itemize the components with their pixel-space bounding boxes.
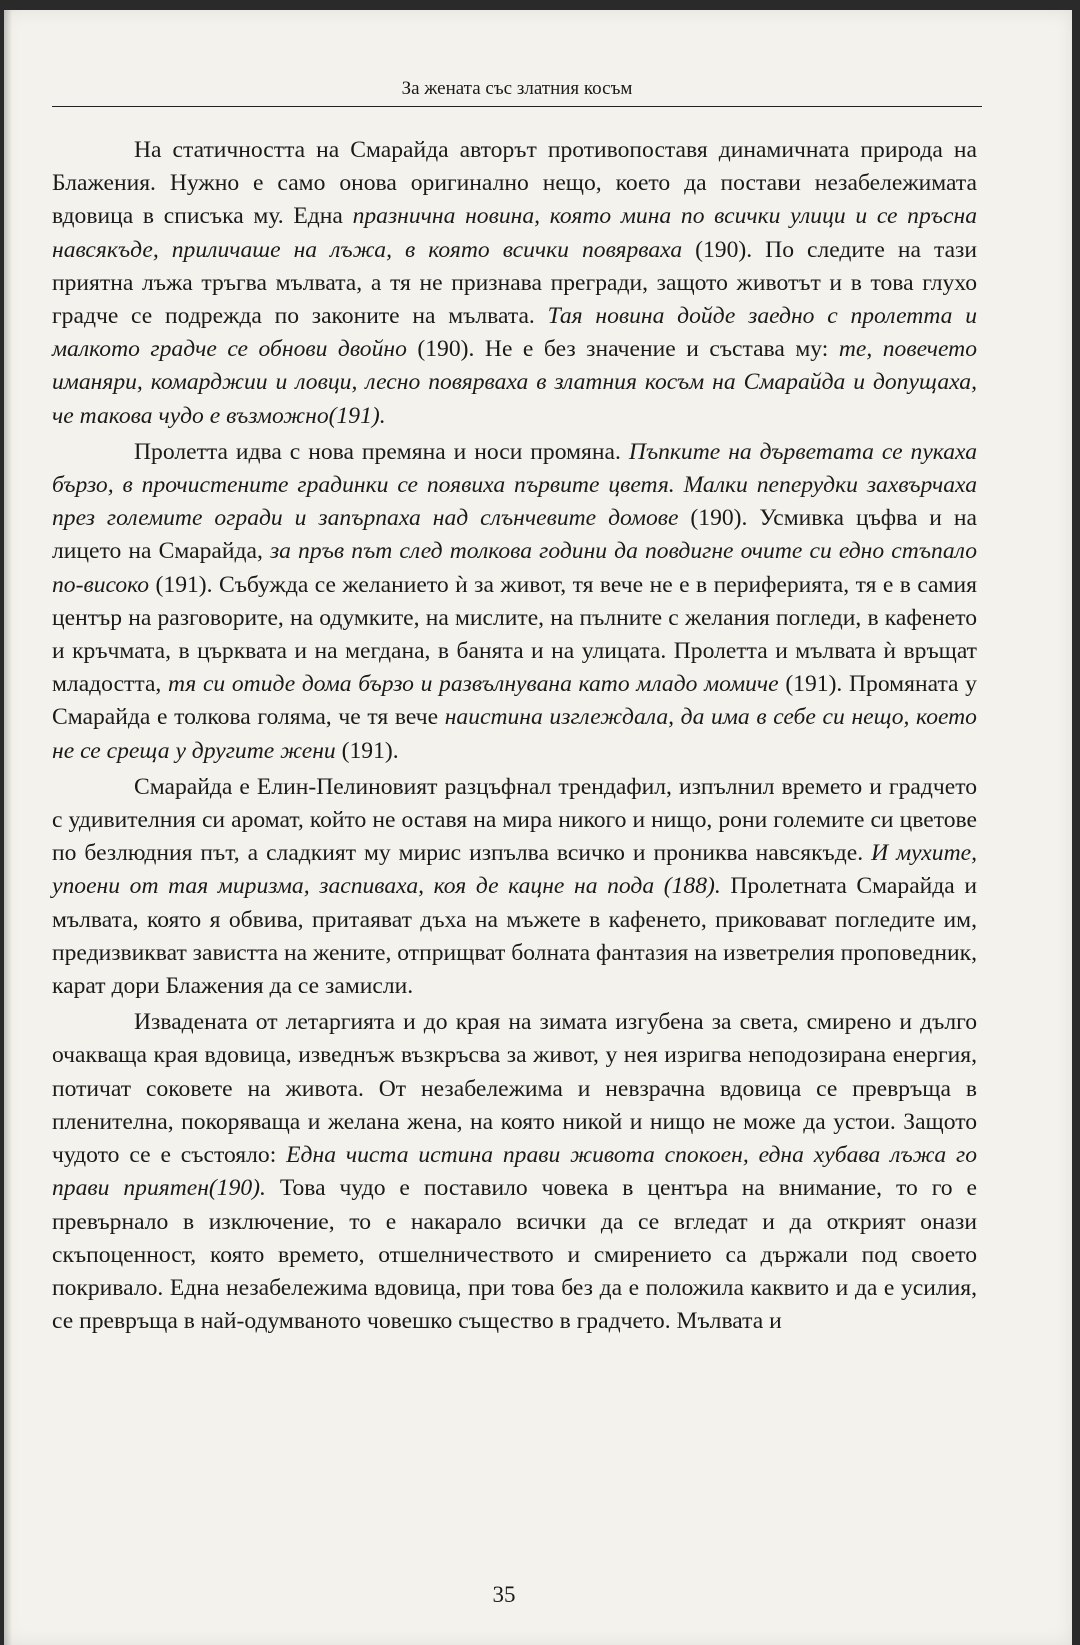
running-header: За жената със златния косъм [52, 78, 982, 107]
text-run: (190). Не е без значение и състава му: [406, 336, 839, 363]
italic-quote: за пръв път след толкова години да повдигне очите си едно стъпало по-високо [52, 538, 977, 598]
text-run: (191). Събужда се желанието ѝ за живот, тя вече не е в периферията, тя е в самия център на разговорите, на одумките, на мислите, на пълните с желания погледи, в кафенето и кръчмата, в църквата и на мегдана, в банята и на улицата. Пролетта и мълвата ѝ връщат младостта, [52, 571, 977, 698]
italic-quote: Пъпките на дърветата се пукаха бързо, в прочистените градинки се появиха първите цветя. Малки пеперудки захвърчаха през големите огради и запърпаха над слънчевите домове [52, 438, 977, 532]
text-run: Това чудо е поставило човека в центъра на внимание, то го е превърнало в изключение, то е накарало всички да се вгледат и да открият онази скъпоценност, която времето, отшелничеството и смирението са държали под своето покривало. Една незабележима вдовица, при това без да е положила каквито и да е усилия, се превръща в най-одумваното човешко същество в градчето. Мълвата и [52, 1175, 977, 1335]
italic-quote: И мухите, упоени от тая миризма, заспиваха, коя де кацне на пода (188). [52, 840, 977, 900]
paragraph-3 [52, 771, 977, 1003]
paragraph-2 [52, 436, 977, 768]
paragraph-1 [52, 134, 977, 433]
page-number: 35 [492, 1582, 516, 1607]
italic-quote: наистина изглеждала, да има в себе си нещо, което не се среща у другите жени [52, 704, 977, 764]
italic-quote: те, повечето иманяри, комарджии и ловци, лесно повярваха в златния косъм на Смарайда и допущаха, че такова чудо е възможно(191). [52, 336, 978, 429]
italic-quote: Тая новина дойде заедно с пролетта и малкото градче се обнови двойно [52, 303, 977, 363]
text-run: (191). Промяната у Смарайда е толкова голяма, че тя вече [52, 671, 977, 731]
book-page [4, 10, 1072, 1645]
text-run: Извадената от летаргията и до края на зимата изгубена за света, смирено и дълго очакваща края вдовица, изведнъж възкръсва за живот, у нея изригва неподозирана енергия, потичат соковете на живота. От незабележима и невзрачна вдовица се превръща в пленителна, покоряваща и желана жена, на която никой и нищо не може да устои. Защото чудото се е състояло: [52, 1009, 977, 1169]
text-run: На статичността на Смарайда авторът противопоставя динамичната природа на Блажения. Нужно е само онова оригинално нещо, което да постави незабележимата вдовица в списъка му. Една [52, 137, 977, 230]
italic-quote: тя си отиде дома бързо и развълнувана като младо момиче [167, 671, 779, 698]
text-run: Пролетната Смарайда и мълвата, която я обвива, притаяват дъха на мъжете в кафенето, приковават погледите им, предизвикват завистта на жените, отприщват болната фантазия на изветрелия проповедник, карат дори Блажения да се замисли. [52, 873, 978, 1000]
text-run: (190). Усмивка цъфва и на лицето на Смарайда, [52, 505, 977, 565]
text-run: (191). [335, 737, 399, 764]
text-run: Пролетта идва с нова премяна и носи промяна. [134, 438, 629, 465]
text-run: (190). По следите на тази приятна лъжа тръгва мълвата, а тя не признава прегради, защото животът и в това глухо градче се подрежда по законите на мълвата. [52, 236, 977, 330]
text-run: Смарайда е Елин-Пелиновият разцъфнал трендафил, изпълнил времето и градчето с удивителния си аромат, който не оставя на мира никого и нищо, рони големите си цветове по безлюдния път, а сладкият му мирис изпълва всичко и прониква навсякъде. [52, 773, 977, 867]
italic-quote: Една чиста истина прави живота спокоен, една хубава лъжа го прави приятен(190). [52, 1142, 977, 1202]
paragraph-4 [52, 1006, 977, 1338]
italic-quote: празнична новина, която мина по всички улици и се пръсна навсякъде, приличаше на лъжа, в която всички повярваха [52, 203, 977, 263]
body-text [52, 134, 977, 1338]
